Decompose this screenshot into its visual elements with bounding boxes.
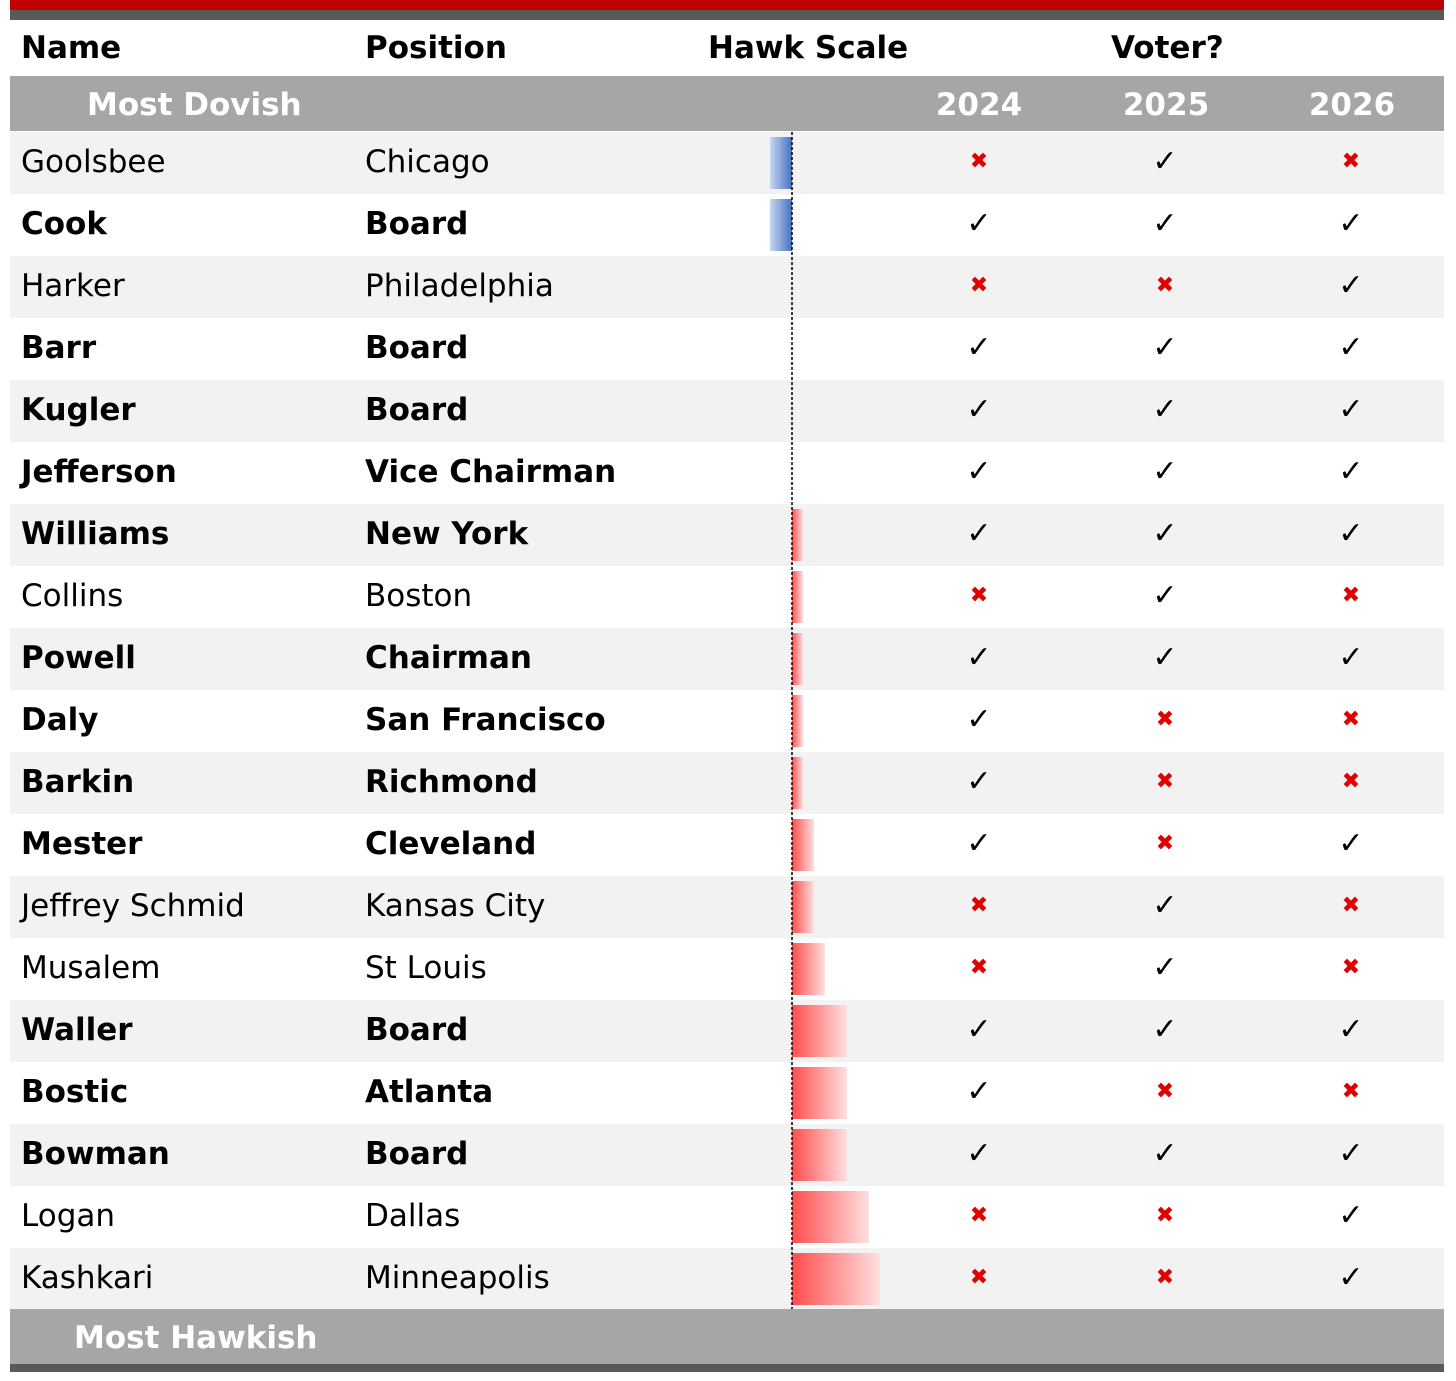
header-position: Position xyxy=(365,30,507,66)
hawk-bar xyxy=(792,571,803,623)
member-name: Goolsbee xyxy=(21,144,166,180)
voter-check-icon: ✓ xyxy=(1152,1136,1178,1171)
hawk-bar xyxy=(792,1253,880,1305)
voter-cross-icon: ✖ xyxy=(1341,149,1361,174)
member-position: Vice Chairman xyxy=(365,454,617,490)
member-name: Collins xyxy=(21,578,124,614)
member-name: Powell xyxy=(21,640,136,676)
voter-check-icon: ✓ xyxy=(1338,1198,1364,1233)
year-2024-label: 2024 xyxy=(935,87,1023,123)
voter-check-icon: ✓ xyxy=(966,826,992,861)
most-hawkish-label: Most Hawkish xyxy=(74,1320,318,1356)
voter-cross-icon: ✖ xyxy=(969,1203,989,1228)
member-name: Cook xyxy=(21,206,107,242)
voter-cross-icon: ✖ xyxy=(969,1265,989,1290)
voter-check-icon: ✓ xyxy=(1338,1136,1364,1171)
voter-cross-icon: ✖ xyxy=(1155,1203,1175,1228)
member-name: Barkin xyxy=(21,764,135,800)
voter-cross-icon: ✖ xyxy=(1155,1265,1175,1290)
year-2026-label: 2026 xyxy=(1308,87,1396,123)
voter-check-icon: ✓ xyxy=(1152,144,1178,179)
hawk-bar xyxy=(792,1191,869,1243)
member-position: Cleveland xyxy=(365,826,537,862)
member-position: Board xyxy=(365,206,469,242)
voter-check-icon: ✓ xyxy=(1338,454,1364,489)
voter-cross-icon: ✖ xyxy=(1341,769,1361,794)
member-position: Chairman xyxy=(365,640,532,676)
voter-check-icon: ✓ xyxy=(1152,330,1178,365)
voter-check-icon: ✓ xyxy=(1338,640,1364,675)
member-name: Bowman xyxy=(21,1136,170,1172)
member-name: Musalem xyxy=(21,950,161,986)
voter-check-icon: ✓ xyxy=(1152,640,1178,675)
voter-check-icon: ✓ xyxy=(1152,578,1178,613)
most-dovish-band xyxy=(10,76,1444,131)
member-name: Daly xyxy=(21,702,99,738)
voter-cross-icon: ✖ xyxy=(1155,273,1175,298)
header-voter: Voter? xyxy=(1111,30,1224,66)
member-position: Richmond xyxy=(365,764,538,800)
header-hawk-scale: Hawk Scale xyxy=(708,30,909,66)
hawk-bar xyxy=(792,757,803,809)
voter-check-icon: ✓ xyxy=(966,454,992,489)
voter-check-icon: ✓ xyxy=(1338,330,1364,365)
member-name: Bostic xyxy=(21,1074,129,1110)
hawk-bar xyxy=(792,819,814,871)
dove-bar xyxy=(770,137,792,189)
member-position: Board xyxy=(365,392,469,428)
voter-check-icon: ✓ xyxy=(1152,454,1178,489)
voter-check-icon: ✓ xyxy=(966,392,992,427)
member-position: Board xyxy=(365,330,469,366)
voter-cross-icon: ✖ xyxy=(969,149,989,174)
hawk-bar xyxy=(792,695,803,747)
member-name: Williams xyxy=(21,516,170,552)
voter-check-icon: ✓ xyxy=(966,516,992,551)
member-position: Atlanta xyxy=(365,1074,494,1110)
voter-check-icon: ✓ xyxy=(1338,206,1364,241)
voter-cross-icon: ✖ xyxy=(969,273,989,298)
voter-cross-icon: ✖ xyxy=(969,583,989,608)
hawk-bar xyxy=(792,509,803,561)
bottom-rule xyxy=(10,1364,1444,1372)
member-name: Harker xyxy=(21,268,125,304)
voter-check-icon: ✓ xyxy=(1152,1012,1178,1047)
member-name: Kashkari xyxy=(21,1260,154,1296)
member-name: Barr xyxy=(21,330,97,366)
voter-check-icon: ✓ xyxy=(1152,392,1178,427)
voter-check-icon: ✓ xyxy=(1338,826,1364,861)
hawk-bar xyxy=(792,1005,847,1057)
voter-check-icon: ✓ xyxy=(1338,516,1364,551)
hawk-bar xyxy=(792,1067,847,1119)
member-name: Logan xyxy=(21,1198,116,1234)
hawk-bar xyxy=(792,1129,847,1181)
voter-cross-icon: ✖ xyxy=(969,893,989,918)
most-hawkish-band xyxy=(10,1309,1444,1364)
dove-bar xyxy=(770,199,792,251)
voter-check-icon: ✓ xyxy=(1338,1260,1364,1295)
voter-check-icon: ✓ xyxy=(1152,206,1178,241)
member-name: Jefferson xyxy=(21,454,177,490)
member-position: New York xyxy=(365,516,529,552)
member-position: Boston xyxy=(365,578,473,614)
hawk-bar xyxy=(792,633,803,685)
member-position: Dallas xyxy=(365,1198,461,1234)
voter-cross-icon: ✖ xyxy=(1155,831,1175,856)
top-rule xyxy=(10,10,1444,20)
member-position: Philadelphia xyxy=(365,268,554,304)
voter-check-icon: ✓ xyxy=(966,702,992,737)
voter-check-icon: ✓ xyxy=(966,206,992,241)
voter-cross-icon: ✖ xyxy=(1341,707,1361,732)
voter-check-icon: ✓ xyxy=(1152,950,1178,985)
voter-cross-icon: ✖ xyxy=(1341,893,1361,918)
voter-check-icon: ✓ xyxy=(966,640,992,675)
voter-check-icon: ✓ xyxy=(1338,392,1364,427)
voter-check-icon: ✓ xyxy=(966,764,992,799)
hawk-scale-chart xyxy=(10,132,1444,1309)
voter-cross-icon: ✖ xyxy=(1155,1079,1175,1104)
voter-check-icon: ✓ xyxy=(1152,888,1178,923)
member-position: San Francisco xyxy=(365,702,606,738)
voter-cross-icon: ✖ xyxy=(1341,583,1361,608)
header-name: Name xyxy=(21,30,122,66)
member-position: Kansas City xyxy=(365,888,546,924)
member-position: Chicago xyxy=(365,144,490,180)
voter-cross-icon: ✖ xyxy=(1155,707,1175,732)
voter-check-icon: ✓ xyxy=(1338,268,1364,303)
voter-cross-icon: ✖ xyxy=(1341,1079,1361,1104)
member-name: Kugler xyxy=(21,392,136,428)
member-name: Mester xyxy=(21,826,143,862)
member-position: Board xyxy=(365,1012,469,1048)
voter-cross-icon: ✖ xyxy=(969,955,989,980)
hawk-bar xyxy=(792,943,825,995)
voter-check-icon: ✓ xyxy=(1338,1012,1364,1047)
member-name: Waller xyxy=(21,1012,133,1048)
year-2025-label: 2025 xyxy=(1122,87,1210,123)
voter-cross-icon: ✖ xyxy=(1341,955,1361,980)
member-position: Minneapolis xyxy=(365,1260,550,1296)
column-header-row xyxy=(10,22,1444,75)
member-name: Jeffrey Schmid xyxy=(21,888,245,924)
member-position: St Louis xyxy=(365,950,487,986)
voter-check-icon: ✓ xyxy=(966,1136,992,1171)
voter-cross-icon: ✖ xyxy=(1155,769,1175,794)
member-position: Board xyxy=(365,1136,469,1172)
hawk-bar xyxy=(792,881,814,933)
voter-check-icon: ✓ xyxy=(966,1074,992,1109)
title-bar xyxy=(10,0,1444,10)
voter-check-icon: ✓ xyxy=(1152,516,1178,551)
most-dovish-label: Most Dovish xyxy=(87,87,302,123)
voter-check-icon: ✓ xyxy=(966,1012,992,1047)
voter-check-icon: ✓ xyxy=(966,330,992,365)
